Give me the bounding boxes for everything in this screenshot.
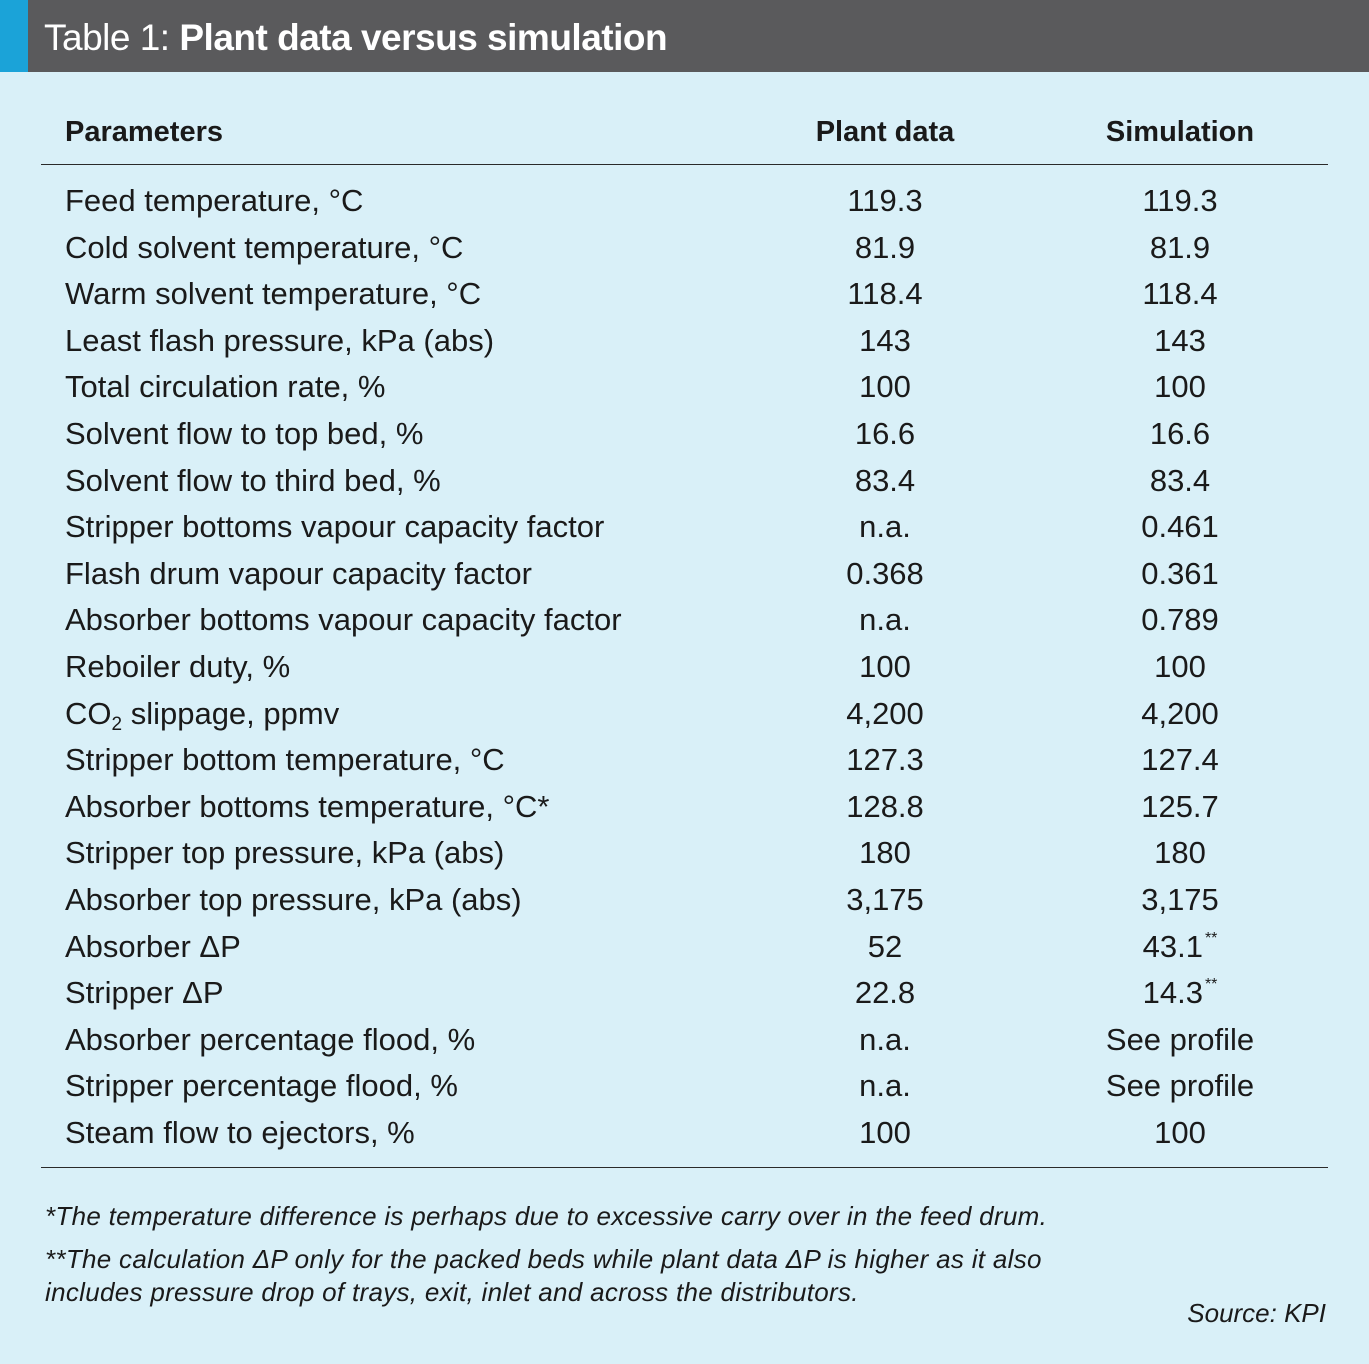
table-row: Feed temperature, °C 119.3 119.3: [65, 183, 1218, 218]
parameter-cell: Stripper bottom temperature, °C: [65, 742, 505, 778]
parameter-cell: Stripper top pressure, kPa (abs): [65, 835, 505, 871]
footnote-temperature: *The temperature difference is perhaps due to excessive carry over in the feed drum.: [45, 1201, 1048, 1231]
footnote-pressure-drop-line1: **The calculation ΔP only for the packed beds while plant data ΔP is higher as it also: [45, 1244, 1042, 1274]
table-row: $CO_2$ slippage, ppmv 4,200 4,200: [65, 695, 1219, 735]
parameter-cell: Stripper bottoms vapour capacity factor: [65, 509, 605, 545]
table-body: [41, 165, 1328, 1168]
parameter-cell: Stripper ΔP: [65, 975, 224, 1011]
table-row: Solvent flow to top bed, % 16.6 16.6: [65, 415, 1211, 451]
table-header: Parameters Plant data Simulation: [41, 98, 1328, 165]
table-row: Absorber percentage flood, % n.a. See profile: [65, 1021, 1255, 1057]
parameter-cell: Cold solvent temperature, °C: [65, 229, 464, 265]
column-header-parameters: Parameters: [65, 116, 223, 148]
parameter-cell: Reboiler duty, %: [65, 648, 291, 684]
footnote-marker: **: [1204, 929, 1218, 947]
parameter-cell: Absorber bottoms vapour capacity factor: [65, 602, 622, 638]
parameter-cell: Solvent flow to third bed, %: [65, 462, 441, 498]
table-row: Warm solvent temperature, °C 118.4 118.4: [65, 276, 1218, 312]
parameter-cell: Absorber bottoms temperature, °C*: [65, 788, 550, 824]
table-row: Stripper bottom temperature, °C 127.3 127.4: [65, 742, 1219, 778]
table-row: Stripper ΔP 22.8 14.3 **: [65, 975, 1218, 1011]
table-row: Absorber top pressure, kPa (abs) 3,175 3,175: [65, 881, 1219, 917]
table-row: Stripper percentage flood, % n.a. See profile: [65, 1068, 1255, 1104]
parameter-cell: Absorber ΔP: [65, 928, 241, 964]
parameter-cell: Least flash pressure, kPa (abs): [65, 322, 495, 358]
data-table: [41, 98, 1328, 1168]
table-title: [44, 0, 667, 72]
parameter-cell: Total circulation rate, %: [65, 369, 386, 405]
footnotes: [45, 1200, 1335, 1309]
table-row: Solvent flow to third bed, % 83.4 83.4: [65, 462, 1211, 498]
title-bar: [0, 0, 1369, 72]
parameter-cell: Absorber top pressure, kPa (abs): [65, 881, 522, 917]
accent-strip: [0, 0, 28, 72]
table-row: Absorber bottoms vapour capacity factor n.a. 0.789: [65, 602, 1219, 638]
footnote-marker: **: [1204, 976, 1218, 994]
table-row: Flash drum vapour capacity factor 0.368 0.361: [65, 555, 1219, 591]
table-row: Absorber ΔP 52 43.1 **: [65, 928, 1218, 964]
parameter-cell: Steam flow to ejectors, %: [65, 1114, 415, 1150]
parameter-cell: Warm solvent temperature, °C: [65, 276, 482, 312]
parameter-cell: Solvent flow to top bed, %: [65, 415, 424, 451]
parameter-cell: Flash drum vapour capacity factor: [65, 555, 532, 591]
table-row: Cold solvent temperature, °C 81.9 81.9: [65, 229, 1211, 265]
footnote-pressure-drop-line2: includes pressure drop of trays, exit, inlet and across the distributors.: [45, 1277, 859, 1307]
table-name: Plant data versus simulation: [179, 17, 668, 58]
parameter-cell: Stripper percentage flood, %: [65, 1068, 458, 1104]
table-row: Stripper top pressure, kPa (abs) 180 180: [65, 835, 1206, 871]
table-row: Total circulation rate, % 100 100: [65, 369, 1206, 405]
parameter-cell: Absorber percentage flood, %: [65, 1021, 476, 1057]
table-row: Stripper bottoms vapour capacity factor n.a. 0.461: [65, 509, 1219, 545]
table-row: Reboiler duty, % 100 100: [65, 648, 1206, 684]
table-row: Steam flow to ejectors, % 100 100: [65, 1114, 1206, 1150]
table-row: Absorber bottoms temperature, °C* 128.8 125.7: [65, 788, 1219, 824]
source-credit: Source: KPI: [1187, 1298, 1326, 1328]
parameter-cell: $CO_2$ slippage, ppmv: [65, 695, 340, 735]
table-row: Least flash pressure, kPa (abs) 143 143: [65, 322, 1206, 358]
table-number: Table 1:: [44, 17, 170, 58]
parameter-cell: Feed temperature, °C: [65, 183, 364, 218]
